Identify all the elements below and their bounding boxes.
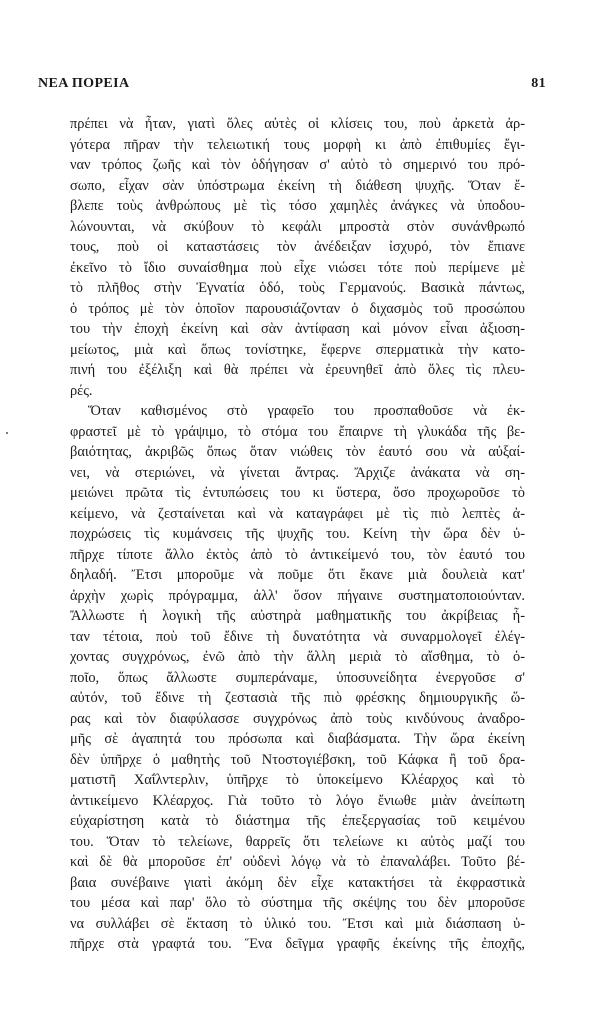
text-line: ἀντικείμενο Κλέαρχος. Γιὰ τοῦτο τὸ λόγο ἔνιωθε μιὰν ἀνείπωτη (70, 792, 525, 809)
text-line: ναν τρόπος ζωῆς καὶ τὸν ὁδήγησαν σ' αὐτὸ τὸ σημερινό του πρό- (70, 157, 525, 173)
text-line: Ἄλλωστε ἡ λογικὴ τῆς αὐστηρὰ μαθηματικῆς του ἀκρίβειας ἦ- (70, 608, 525, 624)
text-line: τους, ποὺ οἱ καταστάσεις τὸν ἀνέδειξαν ἰσχυρό, τὸν ἔπιανε (70, 239, 525, 255)
text-line: ρας καὶ τὸν διαφύλασσε συγχρόνως ἀπὸ τοὺς κινδύνους ἀναδρο- (70, 710, 525, 727)
running-header (38, 76, 546, 92)
text-line: ποῖο, ὅπως ἄλλωστε συμπεράναμε, ὑποσυνείδητα ἐνεργοῦσε σ' (70, 669, 525, 686)
text-line: αὐτόν, τοῦ ἔδινε τὴ ζεστασιὰ τῆς πιὸ φρέσκης δημιουργικῆς ὥ- (70, 690, 525, 706)
text-line: μείωτος, μιὰ καὶ ὅπως τονίστηκε, ἔφερνε σπερματικὰ τὴν κατο- (70, 341, 525, 358)
text-line: κείμενο, νὰ ζεσταίνεται καὶ νὰ καταγράφει μὲ τὶς πιὸ λεπτὲς ἀ- (70, 505, 525, 522)
text-line: μῆς σὲ ἀγαπητά του πρόσωπα καὶ διαβάσματα. Τὴν ὥρα ἐκείνη (70, 731, 525, 747)
text-line: πῆρχε τίποτε ἄλλο ἐκτὸς ἀπὸ τὸ ἀντικείμενό του, τὸν ἑαυτό του (70, 546, 525, 563)
text-line: να συλλάβει σὲ ἔκταση τὸ ὑλικό του. Ἔτσι καὶ μιὰ διάσπαση ὑ- (70, 915, 525, 932)
text-line: βλεπε τοὺς ἀνθρώπους μὲ τὶς τόσο χαμηλὲς ἀνάγκες νὰ ὑποδου- (70, 198, 525, 214)
body-text (70, 114, 525, 955)
text-line: του. Ὅταν τὸ τελείωνε, θαρρεῖς ὅτι τελείωνε κι αὐτὸς μαζί του (70, 833, 525, 850)
text-line: ἀρχὴν χωρὶς πρόγραμμα, ἀλλ' ὅσον πήγαινε συστηματοποιούνταν. (70, 587, 525, 604)
text-line: βαιότητας, ἀκριβῶς ὅπως ὅταν νιώθεις τὸν ἑαυτό σου νὰ αὐξαί- (70, 444, 525, 460)
text-line: σωπο, εἶχαν σὰν ὑπόστρωμα ἐκείνη τὴ διάθεση ψυχῆς. Ὅταν ἔ- (70, 177, 525, 194)
text-line: φραστεῖ μὲ τὸ γράψιμο, τὸ στόμα του ἔπαιρνε τὴ γλυκάδα τῆς βε- (70, 423, 525, 440)
text-line: ρές. (70, 382, 93, 399)
text-line: του τὴν ἐποχὴ ἐκείνη καὶ σὰν ἀντίφαση καὶ μόνον εἶναι ἀξιοση- (70, 321, 525, 337)
text-line: πῆρχε στὰ γραφτά του. Ἕνα δεῖγμα γραφῆς ἐκείνης τῆς ἐποχῆς, (70, 936, 525, 952)
text-line: ἐκεῖνο τὸ ἴδιο συναίσθημα ποὺ εἶχε νιώσει τότε ποὺ περίμενε μὲ (70, 259, 525, 276)
text-line: χοντας συγχρόνως, ἐνῶ ἀπὸ τὴν ἄλλη μεριὰ τὸ αἴσθημα, τὸ ὁ- (70, 649, 525, 665)
text-line: καὶ δὲ θὰ μποροῦσε ἐπ' οὐδενὶ λόγῳ νὰ τὸ ἐπαναλάβει. Τοῦτο βέ- (70, 854, 525, 870)
text-line: πινή του ἐξέλιξη καὶ θὰ πρέπει νὰ ἐρευνηθεῖ ἀπὸ ὅλες τὶς πλευ- (70, 362, 525, 378)
text-line: εὐχαρίστηση κατὰ τὸ διάστημα τῆς ἐπεξεργασίας τοῦ κειμένου (70, 813, 525, 829)
text-line: λώνουνται, νὰ σκύβουν τὸ κεφάλι μπροστὰ στὸν συνάνθρωπό (70, 218, 525, 235)
text-line: του μέσα καὶ παρ' ὅλο τὸ σύστημα τῆς σκέψης του δὲν μποροῦσε (70, 895, 525, 911)
text-line: νει, νὰ στεριώνει, νὰ γίνεται ἄντρας. Ἄρχιζε ἀνάκατα νὰ ση- (70, 464, 525, 481)
text-line: ποχρώσεις τὶς κυμάνσεις τῆς ψυχῆς του. Κείνη τὴν ὥρα δὲν ὑ- (70, 526, 525, 542)
text-line: ὁ τρόπος μὲ τὸν ὁποῖον παρουσιάζονταν ὁ διχασμὸς τοῦ προσώπου (70, 300, 525, 317)
text-line: γότερα πῆραν τὴν τελειωτική τους μορφὴ κι ἀπὸ ἐπιθυμίες ἔγι- (70, 136, 525, 153)
text-line: ταν τέτοια, ποὺ τοῦ ἔδινε τὴ δυνατότητα νὰ συναρμολογεῖ ἐλέγ- (70, 628, 525, 645)
text-line: δηλαδή. Ἔτσι μποροῦμε νὰ ποῦμε ὅτι ἔκανε μιὰ δουλειὰ κατ' (70, 567, 525, 583)
running-title: ΝΕΑ ΠΟΡΕΙΑ (38, 76, 130, 91)
text-line: δὲν ὑπῆρχε ὁ μαθητὴς τοῦ Ντοστογιέβσκη, τοῦ Κάφκα ἢ τοῦ δρα- (70, 751, 525, 768)
text-line: μειώνει πρῶτα τὶς ἐντυπώσεις του κι ὕστερα, ὅσο προχωροῦσε τὸ (70, 485, 525, 501)
page-number: 81 (531, 76, 546, 91)
text-line: βαια συνέβαινε γιατὶ ἀκόμη δὲν εἶχε κατακτήσει τὰ ἐκφραστικὰ (70, 874, 525, 891)
text-line: τὸ πλῆθος στὴν Ἐγνατία ὁδό, τοὺς Γερμανούς. Βασικὰ πάντως, (70, 280, 525, 296)
text-line: πρέπει νὰ ἦταν, γιατὶ ὅλες αὐτὲς οἱ κλίσεις του, ποὺ ἀρκετὰ ἀρ- (70, 116, 525, 132)
text-line: ματιστῆ Χαΐλντερλιν, ὑπῆρχε τὸ ὑποκείμενο Κλέαρχος καὶ τὸ (70, 772, 525, 788)
margin-mark (6, 432, 8, 434)
text-line: Ὅταν καθισμένος στὸ γραφεῖο του προσπαθοῦσε νὰ ἐκ- (88, 403, 525, 419)
